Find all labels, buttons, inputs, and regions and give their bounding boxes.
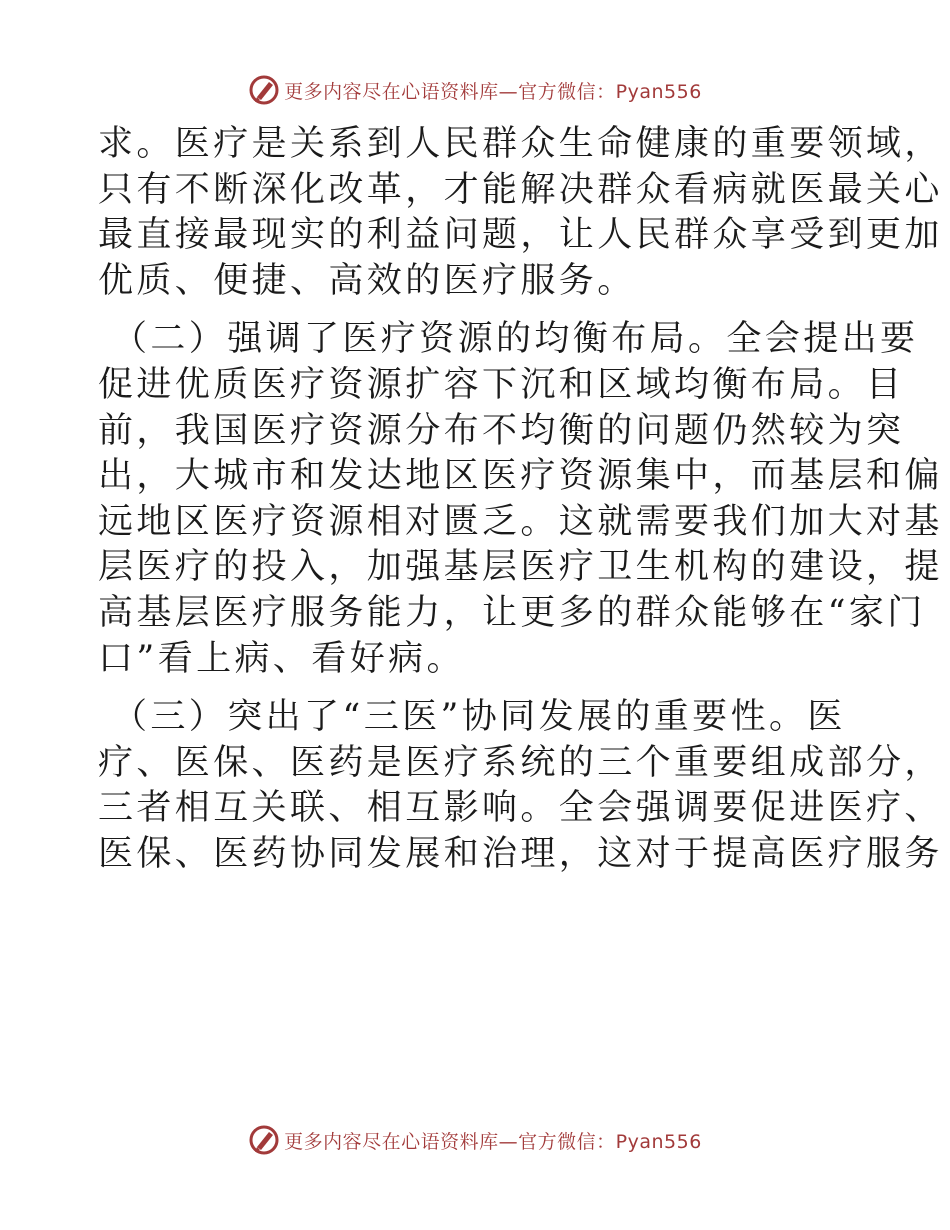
text-line: 出，大城市和发达地区医疗资源集中，而基层和偏 (98, 456, 943, 497)
text-line: 远地区医疗资源相对匮乏。这就需要我们加大对基 (98, 501, 943, 542)
pen-logo-icon (248, 1124, 280, 1156)
text-line: 疗、医保、医药是医疗系统的三个重要组成部分， (98, 742, 943, 783)
pen-logo-icon (248, 74, 280, 106)
header-watermark (0, 72, 950, 108)
text-line: 最直接最现实的利益问题，让人民群众享受到更加 (98, 215, 943, 256)
text-line: 高基层医疗服务能力，让更多的群众能够在“家门 (98, 592, 926, 633)
text-line: 只有不断深化改革，才能解决群众看病就医最关心 (98, 169, 943, 210)
text-line: 层医疗的投入，加强基层医疗卫生机构的建设，提 (98, 547, 943, 588)
text-line: 三者相互关联、相互影响。全会强调要促进医疗、 (98, 788, 943, 829)
text-line: 优质、便捷、高效的医疗服务。 (98, 260, 636, 301)
document-body (98, 122, 943, 878)
footer-watermark (0, 1122, 950, 1158)
watermark-text: 更多内容尽在心语资料库—官方微信：Pyan556 (284, 1130, 702, 1153)
text-line: 促进优质医疗资源扩容下沉和区域均衡布局。目 (98, 364, 905, 405)
watermark-text: 更多内容尽在心语资料库—官方微信：Pyan556 (284, 80, 702, 103)
text-line: 口”看上病、看好病。 (98, 638, 465, 679)
text-line: 前，我国医疗资源分布不均衡的问题仍然较为突 (98, 410, 905, 451)
paragraph-1 (98, 122, 943, 304)
text-line: （二）强调了医疗资源的均衡布局。全会提出要 (112, 319, 919, 360)
text-line: 求。医疗是关系到人民群众生命健康的重要领域， (98, 124, 943, 164)
text-line: 医保、医药协同发展和治理，这对于提高医疗服务 (98, 833, 943, 874)
paragraph-3 (98, 695, 943, 877)
text-line: （三）突出了“三医”协同发展的重要性。医 (112, 697, 846, 738)
paragraph-2 (98, 317, 943, 682)
